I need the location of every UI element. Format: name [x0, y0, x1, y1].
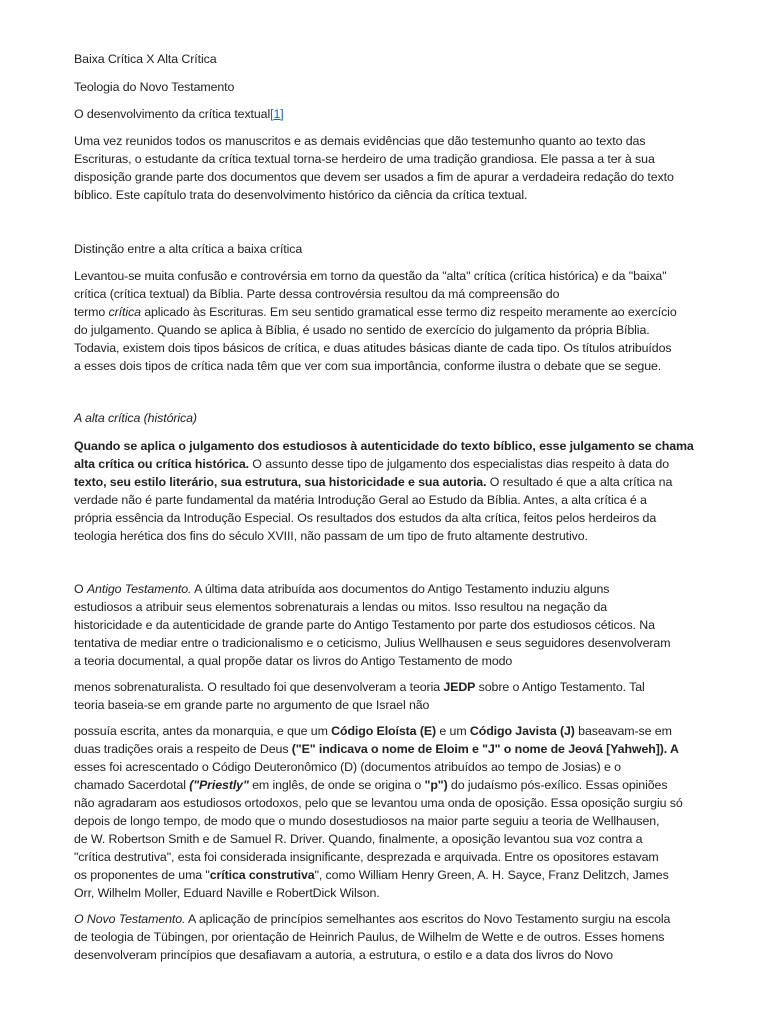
alta-critica-paragraph: Quando se aplica o julgamento dos estudiosos à autenticidade do texto bíblico, esse julgamento se chama alta crítica ou crítica histórica. O assunto desse tipo de julgamento dos especialistas dias respeito à data do texto, seu estilo literário, sua estrutura, sua historicidade e sua autoria. O resultado é que a alta crítica na verdade não é parte fundamental da matéria Introdução Geral ao Estudo da Bíblia. Antes, a alta crítica é a própria essência da Introdução Especial. Os resultados dos estudos da alta crítica, feitos pelos herdeiros da teologia herética dos fins do século XVIII, não passam de um tipo de fruto altamente destrutivo.	[74, 439, 694, 543]
subject-line: Teologia do Novo Testamento	[74, 80, 235, 94]
possuia-paragraph: possuía escrita, antes da monarquia, e que um Código Eloísta (E) e um Código Javista (J) baseavam-se em duas tradições orais a respeito de Deus ("E" indicava o nome de Eloim e "J" o nome de Jeová [Yahweh]). A esses foi acrescentado o Código Deuteronômico (D) (documentos atribuídos ao tempo de Josias) e o chamado Sacerdotal ("Priestly" em inglês, de onde se origina o "p") do judaísmo pós-exílico. Essas opiniões não agradaram aos estudiosos ortodoxos, pelo que se levantou uma onda de oposição. Essa oposição surgiu só depois de longo tempo, de modo que o mundo dosestudiosos na maior parte seguiu a teoria de Wellhausen, de W. Robertson Smith e de Samuel R. Driver. Quando, finalmente, a oposição levantou sua voz contra a "crítica destrutiva", esta foi considerada insignificante, desprezada e arquivada. Entre os opositores estavam os proponentes de uma "crítica construtiva", como William Henry Green, A. H. Sayce, Franz Delitzch, James Orr, Wilhelm Moller, Eduard Naville e RobertDick Wilson.	[74, 724, 683, 900]
alta-critica-heading: A alta crítica (histórica)	[74, 411, 197, 425]
distincao-paragraph: Levantou-se muita confusão e controvérsia em torno da questão da "alta" crítica (crítica histórica) e da "baixa" crítica (crítica textual) da Bíblia. Parte dessa controvérsia resultou da má compreensão do termo crítica aplicado às Escrituras. Em seu sentido gramatical esse termo diz respeito meramente ao exercício do julgamento. Quando se aplica à Bíblia, é usado no sentido de exercício do julgamento da própria Bíblia. Todavia, existem dois tipos básicos de crítica, e duas atitudes básicas diante de cada tipo. Os títulos atribuídos a esses dois tipos de crítica nada têm que ver com sua importância, conforme ilustra o debate que se segue.	[74, 269, 677, 373]
doc-title: Baixa Crítica X Alta Crítica	[74, 52, 217, 66]
section-title: O desenvolvimento da crítica textual[1]	[74, 107, 284, 121]
menos-paragraph: menos sobrenaturalista. O resultado foi que desenvolveram a teoria JEDP sobre o Antigo Testamento. Tal teoria baseia-se em grande parte no argumento de que Israel não	[74, 680, 645, 712]
intro-paragraph: Uma vez reunidos todos os manuscritos e as demais evidências que dão testemunho quanto ao texto das Escrituras, o estudante da crítica textual torna-se herdeiro de uma tradição grandiosa. Ele passa a ter à sua disposição grande parte dos documentos que devem ser usados a fim de apurar a verdadeira redação do texto bíblico. Este capítulo trata do desenvolvimento histórico da ciência da crítica textual.	[74, 134, 674, 202]
footnote-link[interactable]: [1]	[270, 107, 284, 121]
antigo-testamento-paragraph: O Antigo Testamento. A última data atribuída aos documentos do Antigo Testamento induziu alguns estudiosos a atribuir seus elementos sobrenaturais a lendas ou mitos. Isso resultou na negação da historicidade e da autenticidade de grande parte do Antigo Testamento por parte dos estudiosos céticos. Na tentativa de mediar entre o tradicionalismo e o ceticismo, Julius Wellhausen e seus seguidores desenvolveram a teoria documental, a qual propõe datar os livros do Antigo Testamento de modo	[74, 582, 671, 668]
novo-testamento-paragraph: O Novo Testamento. A aplicação de princípios semelhantes aos escritos do Novo Testamento surgiu na escola de teologia de Tübingen, por orientação de Heinrich Paulus, de Wilhelm de Wette e de outros. Esses homens desenvolveram princípios que desafiavam a autoria, a estrutura, o estilo e a data dos livros do Novo	[74, 912, 671, 962]
distincao-heading: Distinção entre a alta crítica a baixa crítica	[74, 242, 303, 256]
